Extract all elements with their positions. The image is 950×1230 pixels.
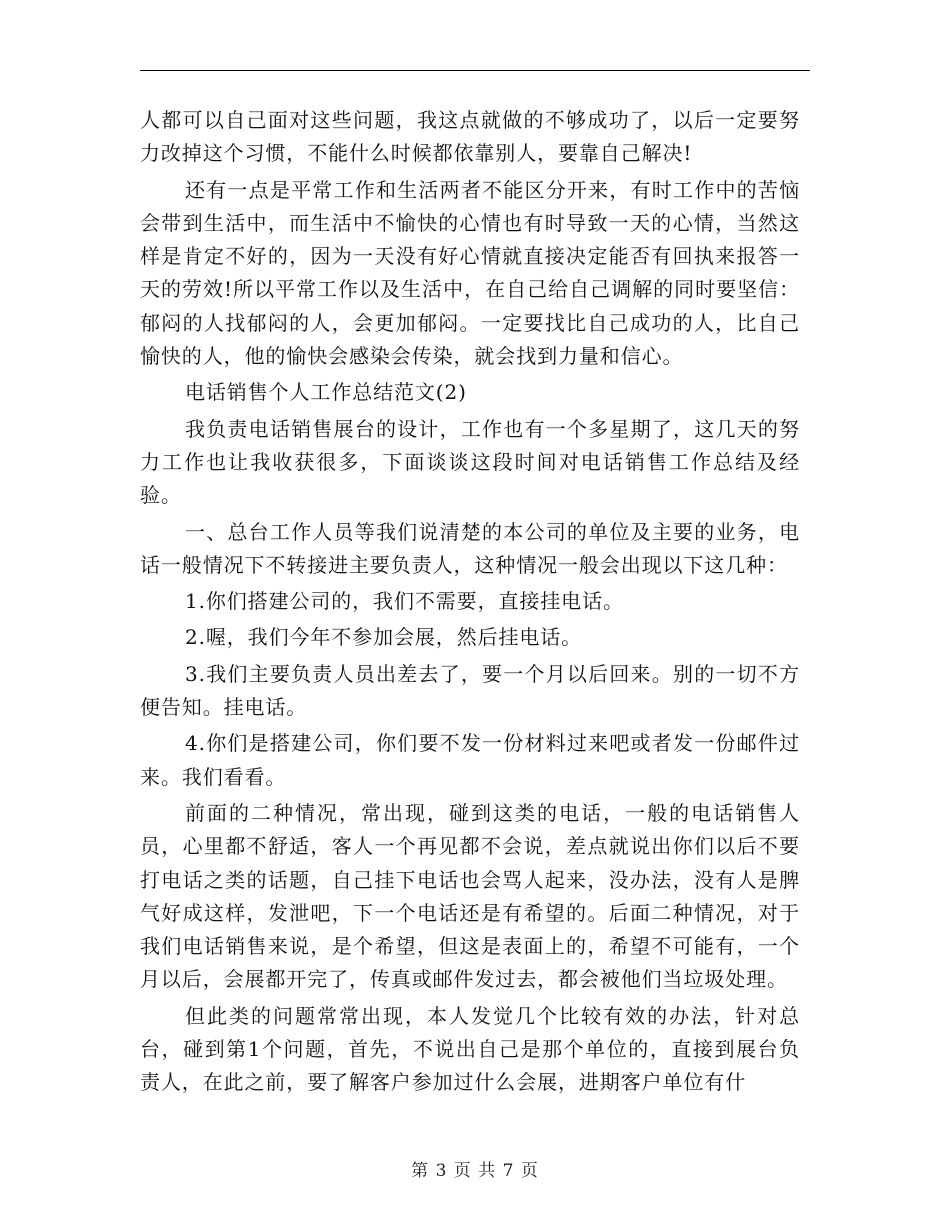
paragraph: 一、总台工作人员等我们说清楚的本公司的单位及主要的业务，电话一般情况下不转接进主要负责人，这种情况一般会出现以下这几种： <box>140 519 800 577</box>
paragraph: 人都可以自己面对这些问题，我这点就做的不够成功了，以后一定要努力改掉这个习惯，不能什么时候都依靠别人，要靠自己解决! <box>140 108 800 166</box>
list-item: 4.你们是搭建公司，你们要不发一份材料过来吧或者发一份邮件过来。我们看看。 <box>140 731 800 789</box>
list-item: 3.我们主要负责人员出差去了，要一个月以后回来。别的一切不方便告知。挂电话。 <box>140 661 800 720</box>
paragraph: 但此类的问题常常出现，本人发觉几个比较有效的办法，针对总台，碰到第1个问题，首先，不说出自己是那个单位的，直接到展台负责人，在此之前，要了解客户参加过什么会展，进期客户单位有什 <box>140 1003 800 1095</box>
document-body <box>140 104 800 1103</box>
paragraph: 我负责电话销售展台的设计，工作也有一个多星期了，这几天的努力工作也让我收获很多，下面谈谈这段时间对电话销售工作总结及经验。 <box>140 416 800 508</box>
paragraph: 前面的二种情况，常出现，碰到这类的电话，一般的电话销售人员，心里都不舒适，客人一个再见都不会说，差点就说出你们以后不要打电话之类的话题，自己挂下电话也会骂人起来，没办法，没有人是脾气好成这样，发泄吧，下一个电话还是有希望的。后面二种情况，对于我们电话销售来说，是个希望，但这是表面上的，希望不可能有，一个月以后，会展都开完了，传真或邮件发过去，都会被他们当垃圾处理。 <box>140 800 800 992</box>
header-rule <box>140 70 810 71</box>
list-item: 2.喔，我们今年不参加会展，然后挂电话。 <box>185 625 583 650</box>
page-number: 第 3 页 共 7 页 <box>411 1161 539 1181</box>
list-item: 1.你们搭建公司的，我们不需要，直接挂电话。 <box>185 589 624 614</box>
section-heading: 电话销售个人工作总结范文(2) <box>185 380 467 405</box>
paragraph: 还有一点是平常工作和生活两者不能区分开来，有时工作中的苦恼会带到生活中，而生活中不愉快的心情也有时导致一天的心情，当然这样是肯定不好的，因为一天没有好心情就直接决定能否有回执来报答一天的劳效!所以平常工作以及生活中，在自己给自己调解的同时要坚信：郁闷的人找郁闷的人，会更加郁闷。一定要找比自己成功的人，比自己愉快的人，他的愉快会感染会传染，就会找到力量和信心。 <box>140 177 800 369</box>
